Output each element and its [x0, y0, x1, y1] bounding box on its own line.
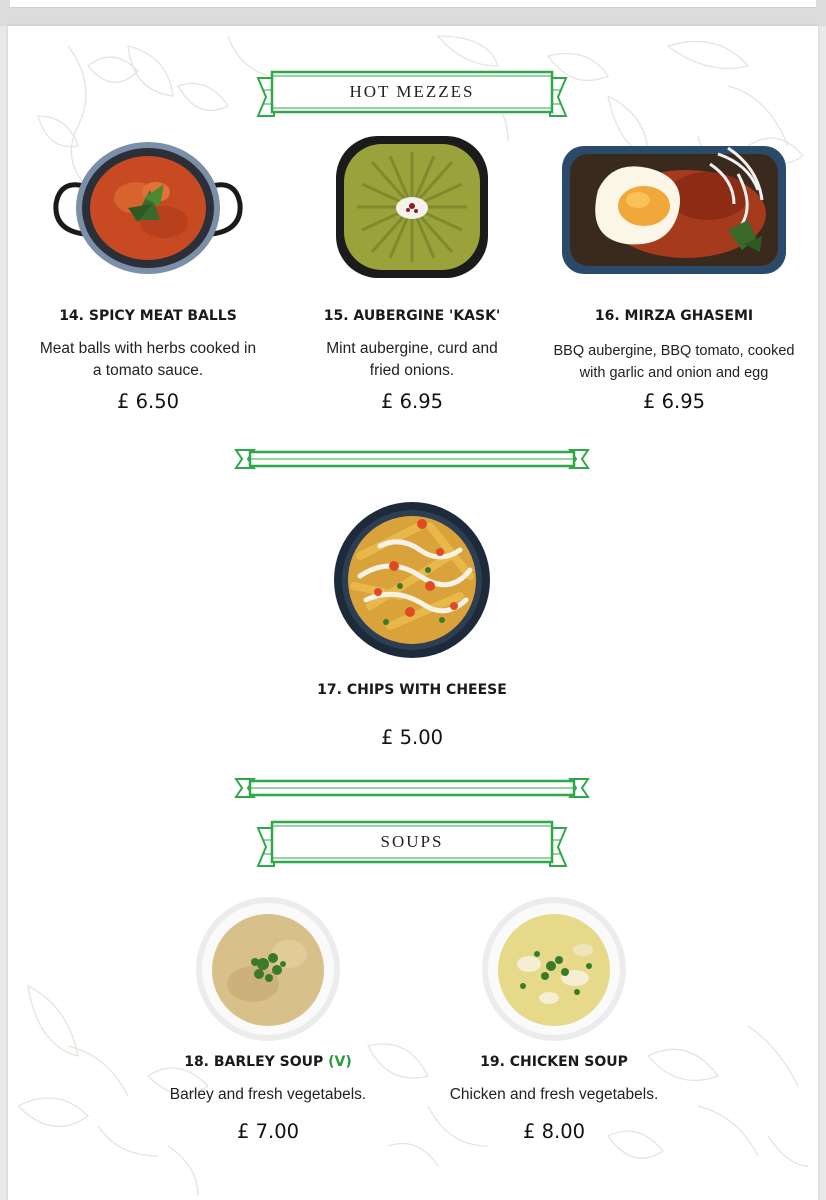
soups-banner: [256, 818, 568, 870]
barley-soup-bowl-icon: [193, 894, 343, 1044]
item-price: £ 5.00: [380, 726, 444, 749]
item-description: Chicken and fresh vegetabels.: [449, 1086, 659, 1103]
item-price: £ 6.50: [116, 390, 180, 413]
hot-mezzes-banner: [256, 68, 568, 120]
menu-item-mirza-ghasemi[interactable]: [546, 138, 802, 428]
item-price: £ 7.00: [236, 1120, 300, 1143]
aubergine-kask-plate-icon: [332, 132, 492, 282]
vegetarian-mark: (V): [328, 1054, 352, 1070]
item-name: 19. CHICKEN SOUP: [480, 1054, 628, 1070]
item-name: 17. CHIPS WITH CHEESE: [317, 682, 507, 698]
ribbon-divider-icon: [234, 776, 590, 800]
menu-item-chips-with-cheese[interactable]: [284, 496, 540, 766]
menu-page[interactable]: [8, 26, 818, 1200]
spicy-meatballs-pan-icon: [48, 138, 248, 278]
item-name: [140, 1054, 396, 1070]
menu-item-spicy-meat-balls[interactable]: [20, 138, 276, 428]
item-description: Mint aubergine, curd and fried onions.: [326, 340, 498, 379]
ribbon-divider-icon: [234, 447, 590, 471]
mirza-ghasemi-platter-icon: [558, 134, 790, 276]
item-name: 14. SPICY MEAT BALLS: [59, 308, 237, 324]
menu-item-barley-soup[interactable]: [140, 894, 396, 1184]
item-name: 16. MIRZA GHASEMI: [594, 308, 754, 324]
chips-bowl-icon: [330, 496, 494, 660]
item-price: £ 6.95: [380, 390, 444, 413]
previous-page-edge: [0, 0, 826, 26]
menu-item-aubergine-kask[interactable]: [284, 138, 540, 428]
item-description: BBQ aubergine, BBQ tomato, cooked with garlic and onion and egg: [553, 343, 795, 381]
section-title-hot-mezzes: HOT MEZZES: [349, 82, 475, 101]
item-description: Barley and fresh vegetabels.: [169, 1086, 367, 1103]
item-name: 15. AUBERGINE 'KASK': [323, 308, 501, 324]
item-description: Meat balls with herbs cooked in a tomato sauce.: [39, 340, 257, 379]
item-name-text: 18. BARLEY SOUP: [184, 1054, 324, 1070]
item-price: £ 8.00: [522, 1120, 586, 1143]
item-price: £ 6.95: [642, 390, 706, 413]
chicken-soup-bowl-icon: [479, 894, 629, 1044]
previous-page: [10, 0, 816, 8]
section-title-soups: SOUPS: [380, 832, 444, 851]
menu-item-chicken-soup[interactable]: [426, 894, 682, 1184]
